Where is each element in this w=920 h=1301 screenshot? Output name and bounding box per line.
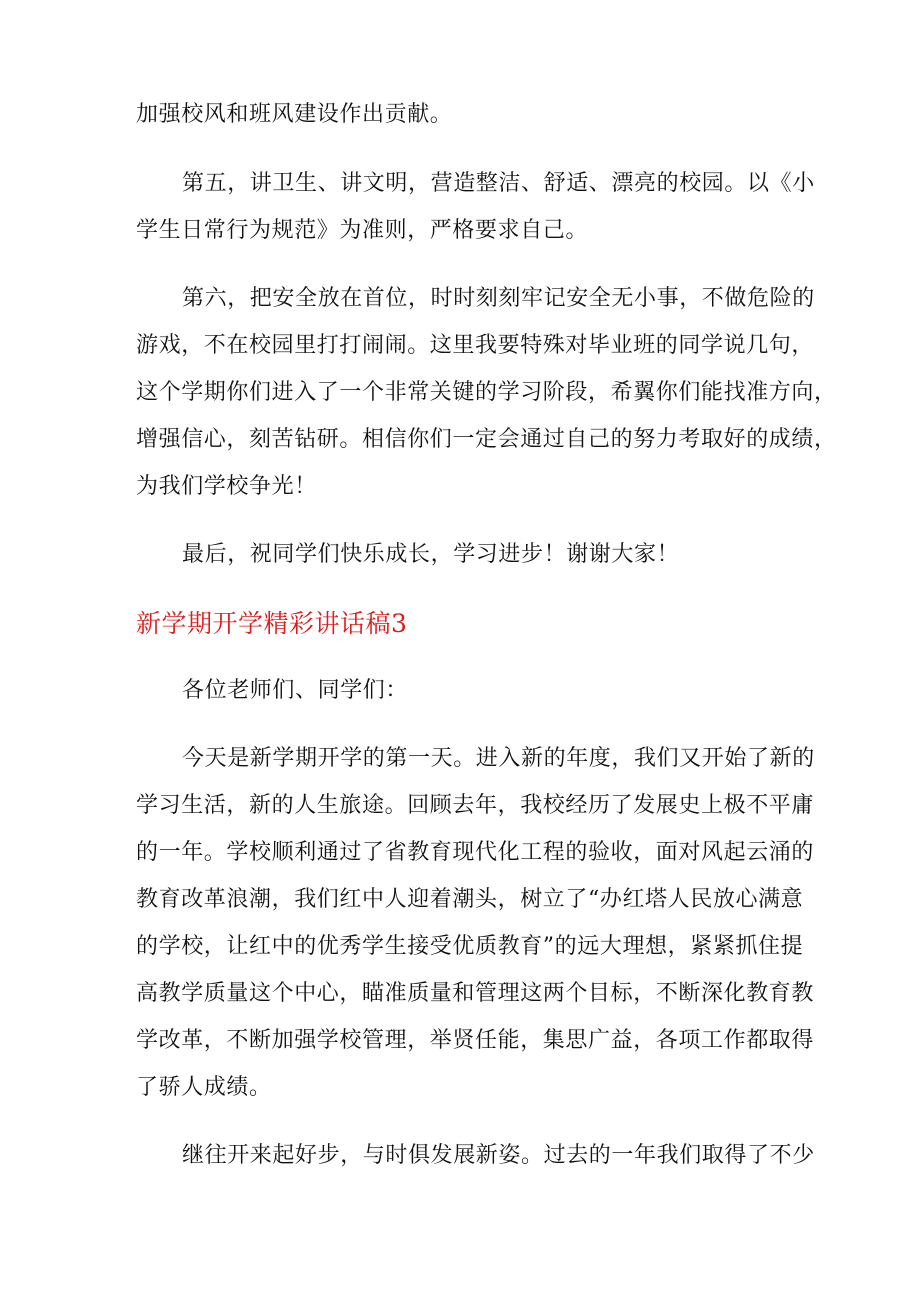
- paragraph-line: 第六，把安全放在首位，时时刻刻牢记安全无小事，不做危险的: [182, 286, 815, 311]
- paragraph-line: 最后，祝同学们快乐成长，学习进步！谢谢大家！: [182, 542, 680, 567]
- paragraph-line: 学生日常行为规范》为准则，严格要求自己。: [136, 218, 589, 243]
- paragraph-line: 第五，讲卫生、讲文明，营造整洁、舒适、漂亮的校园。以《小: [182, 171, 815, 196]
- paragraph-line: 加强校风和班风建设作出贡献。: [136, 102, 453, 127]
- paragraph-line: 游戏，不在校园里打打闹闹。这里我要特殊对毕业班的同学说几句，: [136, 333, 815, 358]
- paragraph-line: 学习生活，新的人生旅途。回顾去年，我校经历了发展史上极不平庸: [136, 793, 815, 818]
- paragraph-line: 高教学质量这个中心，瞄准质量和管理这两个目标，不断深化教育教: [136, 981, 815, 1006]
- paragraph-line: 这个学期你们进入了一个非常关键的学习阶段，希翼你们能找准方向，: [136, 380, 837, 405]
- paragraph-line: 各位老师们、同学们：: [182, 678, 409, 703]
- paragraph-line: 继往开来起好步，与时俱发展新姿。过去的一年我们取得了不少: [182, 1143, 815, 1168]
- paragraph-line: 学改革，不断加强学校管理，举贤任能，集思广益，各项工作都取得: [136, 1028, 815, 1053]
- paragraph-line: 了骄人成绩。: [136, 1075, 272, 1100]
- paragraph-line: 增强信心，刻苦钻研。相信你们一定会通过自己的努力考取好的成绩，: [136, 427, 837, 452]
- section-heading: 新学期开学精彩讲话稿3: [136, 609, 408, 638]
- paragraph-line: 教育改革浪潮，我们红中人迎着潮头，树立了“办红塔人民放心满意: [136, 887, 804, 912]
- paragraph-line: 的学校，让红中的优秀学生接受优质教育”的远大理想，紧紧抓住提: [136, 934, 804, 959]
- paragraph-line: 为我们学校争光！: [136, 474, 317, 499]
- paragraph-line: 的一年。学校顺利通过了省教育现代化工程的验收，面对风起云涌的: [136, 840, 815, 865]
- paragraph-line: 今天是新学期开学的第一天。进入新的年度，我们又开始了新的: [182, 746, 815, 771]
